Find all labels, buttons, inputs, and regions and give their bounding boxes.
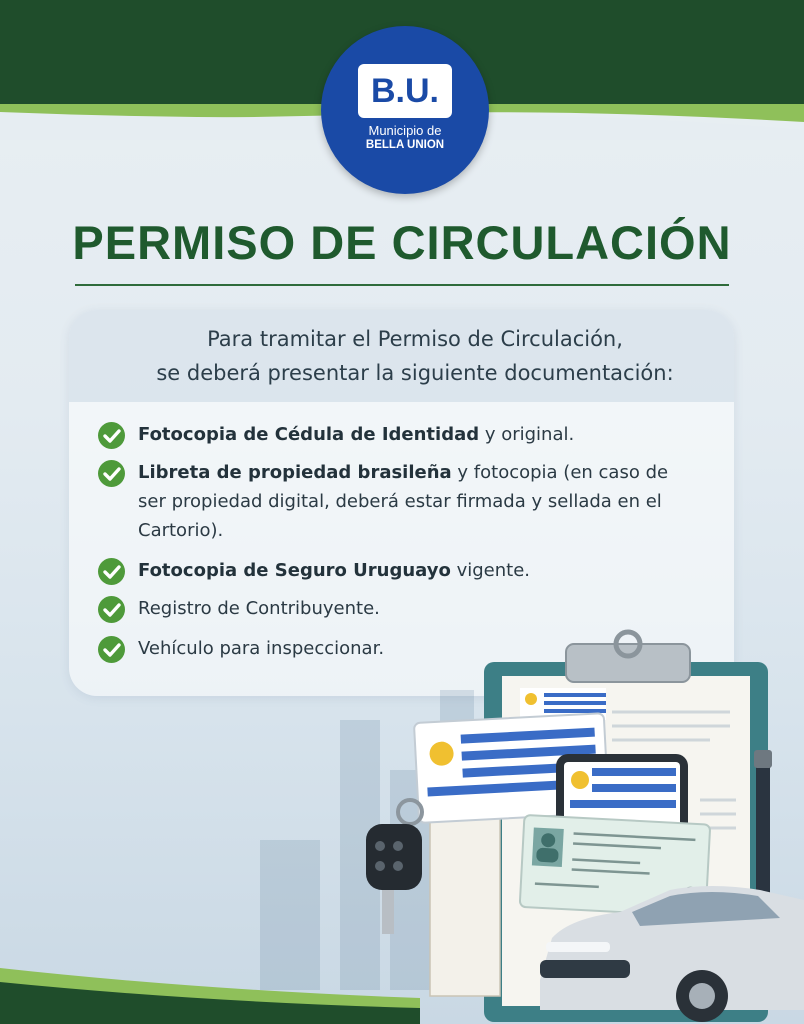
check-icon bbox=[98, 596, 125, 623]
title-divider bbox=[75, 284, 729, 286]
check-icon bbox=[98, 636, 125, 663]
logo-abbreviation: B.U. bbox=[358, 64, 452, 118]
requirement-text: Registro de Contribuyente. bbox=[138, 598, 380, 619]
intro-line2: se deberá presentar la siguiente documentación: bbox=[156, 361, 674, 385]
requirement-text: Libreta de propiedad brasileña y fotocopia (en caso de ser propiedad digital, deberá estar firmada y sellada en el Cartorio). bbox=[138, 462, 669, 541]
uruguay-flag-icon bbox=[522, 690, 606, 716]
requirement-item bbox=[98, 420, 718, 449]
footer-band bbox=[0, 968, 804, 1024]
check-icon bbox=[98, 460, 125, 487]
check-icon bbox=[98, 422, 125, 449]
requirement-text: Fotocopia de Cédula de Identidad y original. bbox=[138, 424, 575, 445]
page-title: PERMISO DE CIRCULACIÓN bbox=[72, 216, 732, 269]
documents-illustration bbox=[240, 600, 804, 1024]
logo-line1: Municipio de bbox=[368, 123, 442, 138]
requirement-item bbox=[98, 556, 718, 585]
requirement-text: Vehículo para inspeccionar. bbox=[138, 638, 385, 659]
check-icon bbox=[98, 558, 125, 585]
requirement-text: Fotocopia de Seguro Uruguayo vigente. bbox=[138, 560, 530, 581]
municipality-logo bbox=[321, 26, 489, 194]
intro-line1: Para tramitar el Permiso de Circulación, bbox=[207, 327, 623, 351]
intro-text bbox=[105, 322, 725, 390]
logo-line2: BELLA UNION bbox=[365, 139, 445, 151]
requirement-item bbox=[98, 458, 688, 545]
